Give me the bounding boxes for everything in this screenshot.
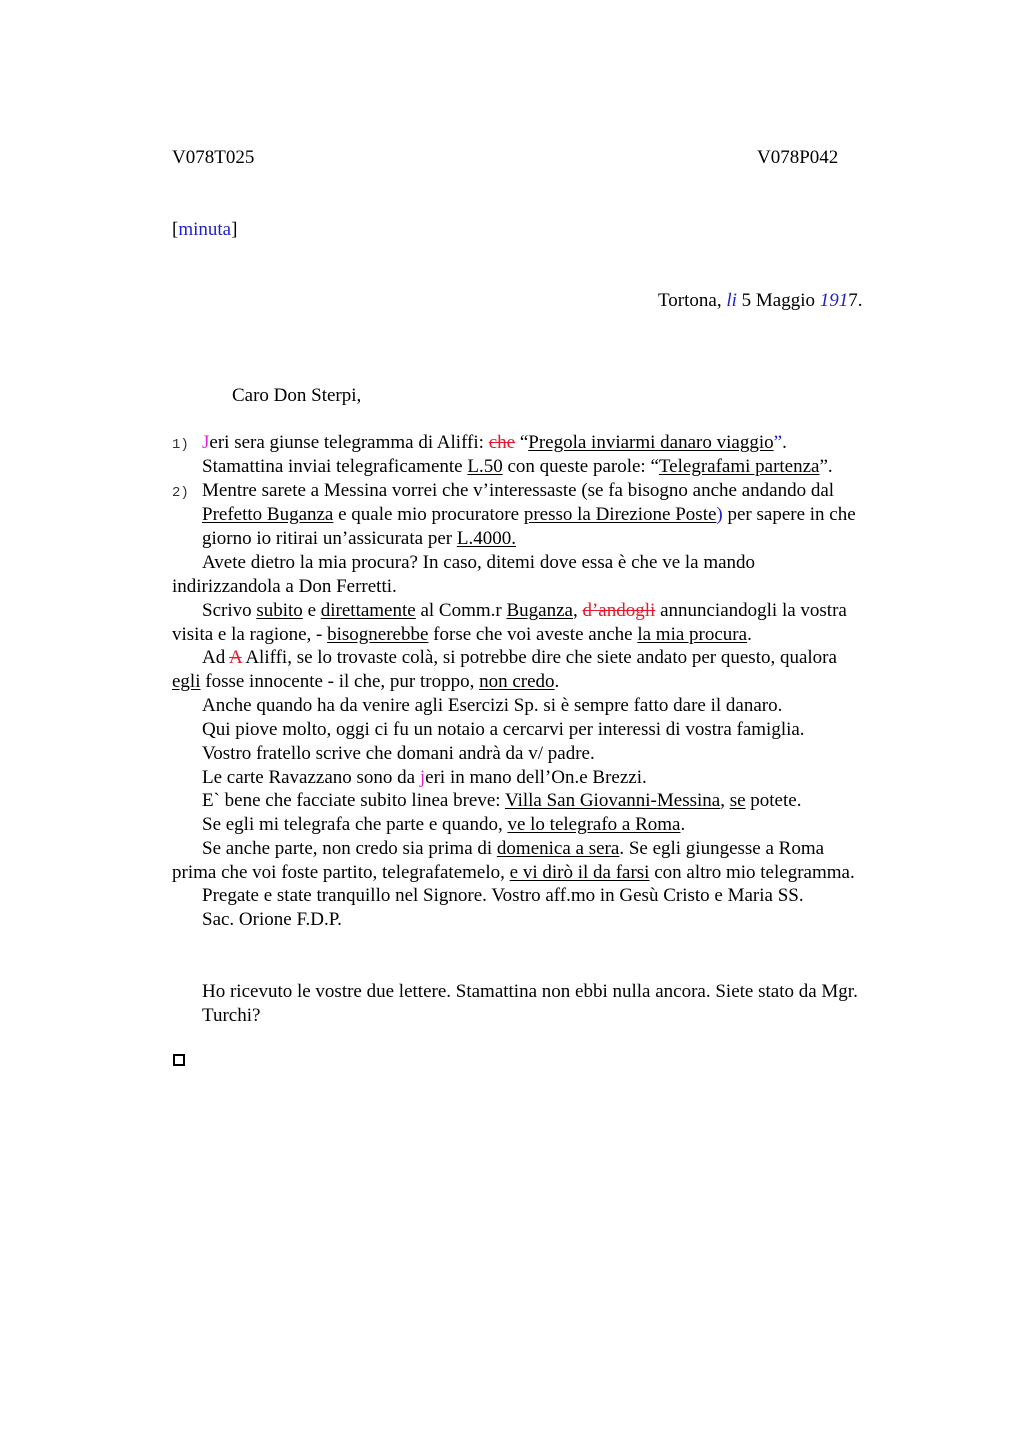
list-number-2: 2) xyxy=(172,485,189,501)
paragraph-line: Le carte Ravazzano sono da jeri in mano dell’On.e Brezzi. xyxy=(202,767,647,788)
paragraph-line: egli fosse innocente - il che, pur troppo, non credo. xyxy=(172,671,560,692)
deleted-word: A xyxy=(228,647,242,668)
postscript-line: Ho ricevuto le vostre due lettere. Stamattina non ebbi nulla ancora. Siete stato da Mgr. xyxy=(202,981,858,1002)
paragraph-line: Se egli mi telegrafa che parte e quando, ve lo telegrafo a Roma. xyxy=(202,814,686,835)
dateline: Tortona, li 5 Maggio 1917. xyxy=(658,290,863,311)
paragraph-line: Qui piove molto, oggi ci fu un notaio a cercarvi per interessi di vostra famiglia. xyxy=(202,719,805,740)
paragraph-line: Stamattina inviai telegraficamente L.50 con queste parole: “Telegrafami partenza”. xyxy=(202,456,833,477)
salutation: Caro Don Sterpi, xyxy=(232,385,362,406)
paragraph-line: Se anche parte, non credo sia prima di domenica a sera. Se egli giungesse a Roma xyxy=(202,838,825,859)
document-code-left: V078T025 xyxy=(172,147,255,168)
inserted-letter: j xyxy=(419,767,426,788)
paragraph-line: E` bene che facciate subito linea breve: Villa San Giovanni-Messina, se potete. xyxy=(202,790,802,811)
paragraph-line: Prefetto Buganza e quale mio procuratore presso la Direzione Poste) per sapere in che xyxy=(202,504,856,525)
inserted-letter: J xyxy=(202,432,210,453)
paragraph-line: Anche quando ha da venire agli Esercizi Sp. si è sempre fatto dare il danaro. xyxy=(202,695,783,716)
paragraph-line: Pregate e state tranquillo nel Signore. Vostro aff.mo in Gesù Cristo e Maria SS. xyxy=(202,885,804,906)
paragraph-line: prima che voi foste partito, telegrafatemelo, e vi dirò il da farsi con altro mio telegramma. xyxy=(172,862,855,883)
paragraph-line: giorno io ritirai un’assicurata per L.4000. xyxy=(202,528,516,549)
end-marker-box xyxy=(173,1054,185,1066)
paragraph-line: Avete dietro la mia procura? In caso, ditemi dove essa è che ve la mando xyxy=(202,552,756,573)
paragraph-line: Mentre sarete a Messina vorrei che v’interessaste (se fa bisogno anche andando dal xyxy=(202,480,835,501)
deleted-word: che xyxy=(488,432,516,453)
document-code-right: V078P042 xyxy=(757,147,839,168)
signature: Sac. Orione F.D.P. xyxy=(202,909,342,930)
minuta-note: [minuta] xyxy=(172,219,238,240)
paragraph-line: Jeri sera giunse telegramma di Aliffi: che “Pregola inviarmi danaro viaggio”. xyxy=(202,432,787,453)
paragraph-line: indirizzandola a Don Ferretti. xyxy=(172,576,397,597)
list-number-1: 1) xyxy=(172,437,189,453)
paragraph-line: Vostro fratello scrive che domani andrà da v/ padre. xyxy=(202,743,595,764)
minuta-label: minuta xyxy=(178,219,232,240)
paragraph-line: visita e la ragione, - bisognerebbe forse che voi aveste anche la mia procura. xyxy=(172,624,752,645)
deleted-word: d’andogli xyxy=(582,600,656,621)
paragraph-line: Scrivo subito e direttamente al Comm.r Buganza, d’andogli annunciandogli la vostra xyxy=(202,600,847,621)
postscript-line: Turchi? xyxy=(202,1005,261,1026)
paragraph-line: Ad A Aliffi, se lo trovaste colà, si potrebbe dire che siete andato per questo, qualora xyxy=(202,647,837,668)
